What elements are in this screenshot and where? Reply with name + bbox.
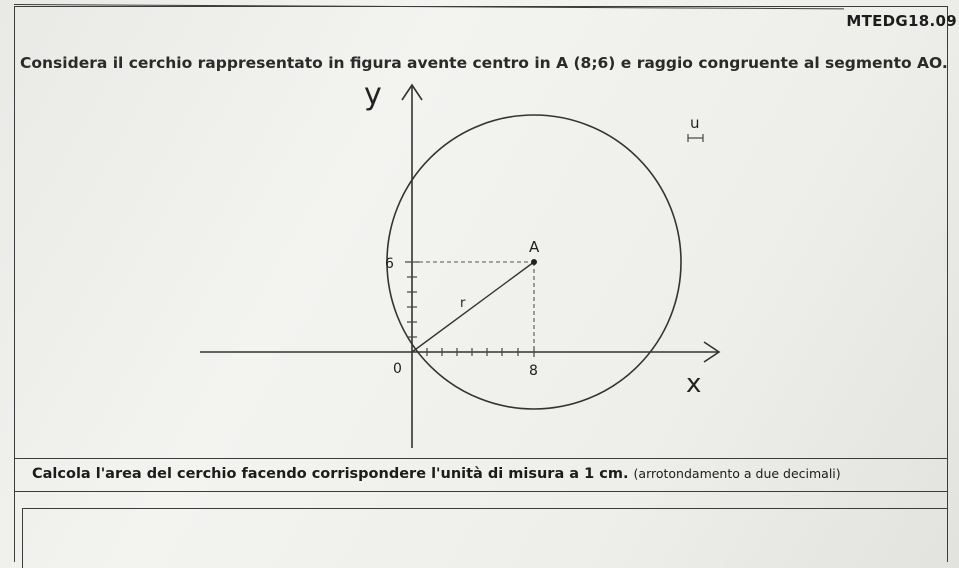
unit-label: u bbox=[690, 114, 700, 132]
center-label-a: A bbox=[529, 238, 540, 256]
y-axis-label: y bbox=[364, 77, 382, 112]
question-main: Calcola l'area del cerchio facendo corrispondere l'unità di misura a 1 cm. bbox=[32, 466, 629, 482]
origin-label: 0 bbox=[393, 361, 402, 377]
radius-label-r: r bbox=[460, 296, 466, 311]
center-point-a bbox=[531, 259, 537, 265]
answer-area[interactable] bbox=[22, 508, 948, 568]
exercise-code: MTEDG18.09 bbox=[846, 12, 957, 30]
radius-segment-ao bbox=[412, 262, 534, 352]
problem-statement: Considera il cerchio rappresentato in figura avente centro in A (8;6) e raggio congruente al segmento AO. bbox=[20, 54, 948, 72]
x-tick-label-8: 8 bbox=[529, 363, 538, 379]
question-text bbox=[32, 466, 841, 482]
y-tick-label-6: 6 bbox=[385, 256, 394, 272]
rounding-note: (arrotondamento a due decimali) bbox=[633, 466, 841, 481]
x-axis-label: x bbox=[686, 369, 702, 399]
